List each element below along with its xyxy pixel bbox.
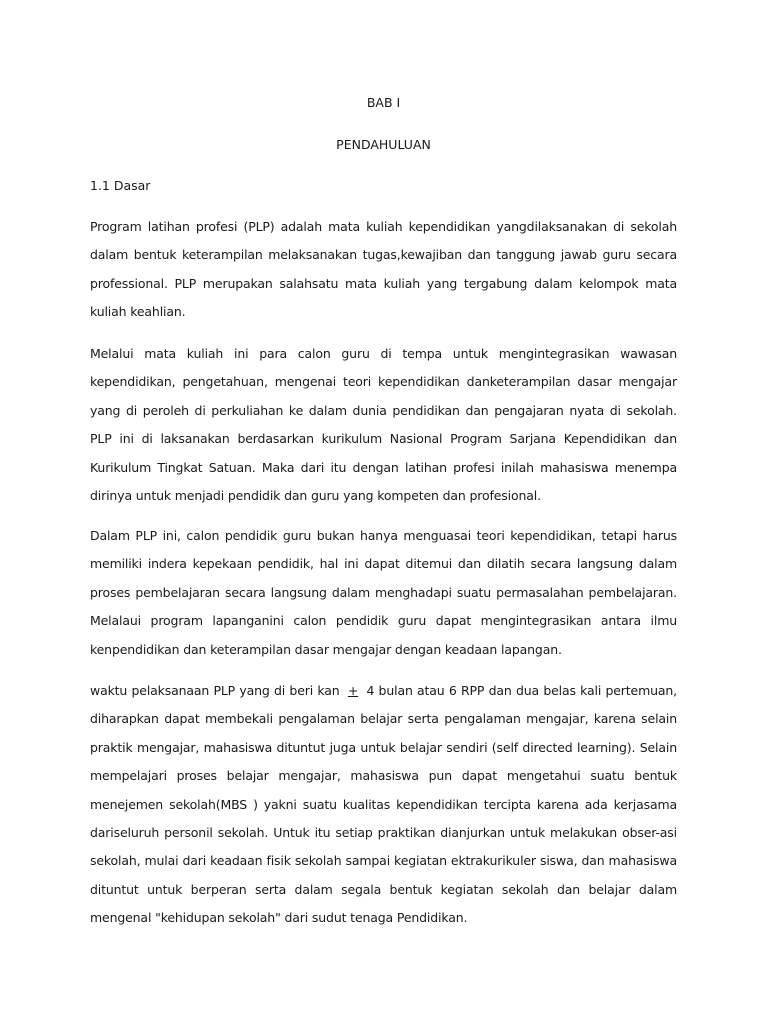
plus-minus-symbol: + (347, 683, 359, 698)
section-heading: 1.1 Dasar (90, 178, 151, 193)
paragraph-4 (90, 677, 677, 933)
paragraph-3: Dalam PLP ini, calon pendidik guru bukan hanya menguasai teori kependidikan, tetapi harus memiliki indera kepekaan pendidik, hal ini dapat ditemui dan dilatih secara langsung dalam proses pembelajaran secara langsung dalam menghadapi suatu permasalahan pembelajaran. Melalaui program lapanganini calon pendidik guru dapat mengintegrasikan antara ilmu kenpendidikan dan keterampilan dasar mengajar dengan keadaan lapangan. (90, 528, 677, 657)
paragraph-2: Melalui mata kuliah ini para calon guru di tempa untuk mengintegrasikan wawasan kependidikan, pengetahuan, mengenai teori kependidikan danketerampilan dasar mengajar yang di peroleh di perkuliahan ke dalam dunia pendidikan dan pengajaran nyata di sekolah. PLP ini di laksanakan berdasarkan kurikulum Nasional Program Sarjana Kependidikan dan Kurikulum Tingkat Satuan. Maka dari itu dengan latihan profesi inilah mahasiswa menempa dirinya untuk menjadi pendidik dan guru yang kompeten dan profesional. (90, 346, 677, 504)
chapter-number: BAB I (366, 95, 401, 110)
paragraph-4-lead: waktu pelaksanaan PLP yang di beri kan (90, 683, 340, 698)
paragraph-4-rest: 4 bulan atau 6 RPP dan dua belas kali pertemuan, diharapkan dapat membekali pengalaman belajar serta pengalaman mengajar, karena selain praktik mengajar, mahasiswa dituntut juga untuk belajar sendiri (self directed learning). Selain mempelajari proses belajar mengajar, mahasiswa pun dapat mengetahui suatu bentuk menejemen sekolah(MBS ) yakni suatu kualitas kependidikan tercipta karena ada kerjasama dariseluruh personil sekolah. Untuk itu setiap praktikan dianjurkan untuk melakukan obser-asi sekolah, mulai dari keadaan fisik sekolah sampai kegiatan ektrakurikuler siswa, dan mahasiswa dituntut untuk berperan serta dalam segala bentuk kegiatan sekolah dan belajar dalam mengenal "kehidupan sekolah" dari sudut tenaga Pendidikan. (90, 683, 677, 926)
paragraph-1: Program latihan profesi (PLP) adalah mata kuliah kependidikan yangdilaksanakan di sekolah dalam bentuk keterampilan melaksanakan tugas,kewajiban dan tanggung jawab guru secara professional. PLP merupakan salahsatu mata kuliah yang tergabung dalam kelompok mata kuliah keahlian. (90, 219, 677, 320)
chapter-title: PENDAHULUAN (336, 137, 431, 152)
